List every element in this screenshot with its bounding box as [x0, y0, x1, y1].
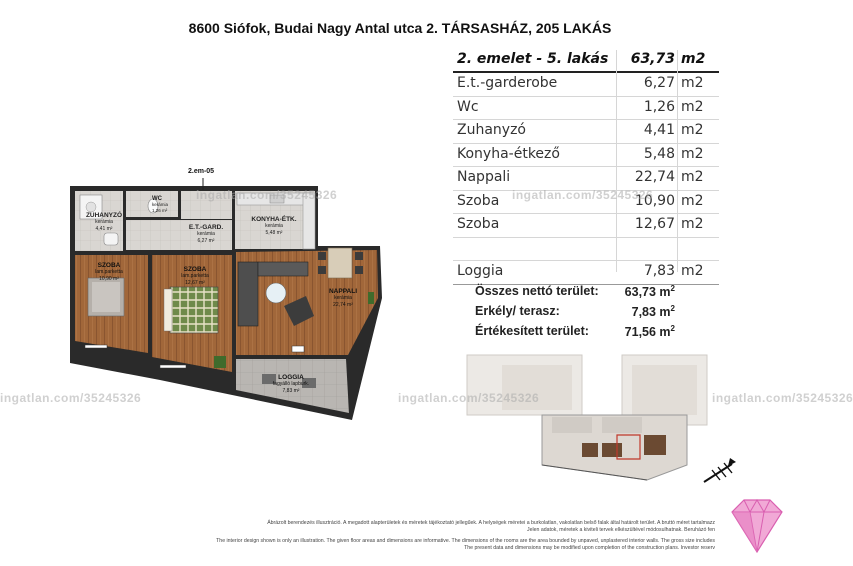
summary-value: 7,83 m	[631, 305, 671, 320]
room-unit: m2	[681, 263, 704, 279]
summary-unit-sup: 2	[670, 304, 675, 313]
room-unit: m2	[681, 122, 704, 138]
zuhanyzo-area: 4,41 m²	[95, 226, 113, 232]
loggia-label: LOGGIA	[278, 374, 304, 381]
watermark: ingatlan.com/35245326	[196, 188, 338, 202]
disclaimer-hu-line-2: Jelen adatok, méretek a kiviteli tervek elkészültével módosulhatnak. Beruházó fen	[526, 527, 715, 533]
room-name: Szoba	[457, 192, 500, 209]
table-row	[453, 73, 719, 97]
unit-tag: 2.em-05	[188, 168, 215, 175]
loggia-floor-type: fagyálló lapburk.	[272, 381, 310, 387]
konyha-area: 5,48 m²	[265, 230, 283, 236]
room-name: E.t.-garderobe	[457, 75, 558, 91]
watermark: ingatlan.com/35245326	[712, 391, 853, 405]
table-header-row	[453, 50, 719, 73]
table-row	[453, 214, 719, 238]
room-unit: m2	[681, 98, 704, 115]
summary-label: Erkély/ terasz:	[475, 304, 560, 318]
summary-value: 63,73 m	[624, 285, 671, 300]
disclaimer-en	[168, 538, 715, 552]
disclaimer-hu	[170, 520, 715, 534]
watermark: ingatlan.com/35245326	[0, 391, 142, 405]
summary-label: Összes nettó terület:	[475, 284, 599, 298]
table-header-name: 2. emelet - 5. lakás	[457, 51, 609, 67]
room-unit: m2	[681, 216, 704, 232]
room-area: 12,67	[634, 216, 675, 232]
watermark: ingatlan.com/35245326	[398, 391, 540, 405]
room-unit: m2	[681, 145, 704, 162]
szoba2-floor-type: lam.parketta	[181, 273, 209, 279]
room-name: Nappali	[457, 169, 511, 185]
table-row-empty	[453, 238, 719, 262]
room-area: 6,27	[643, 75, 675, 91]
disclaimer-hu-line-1: Ábrázolt berendezés illusztráció. A megadott alapterületek és méretek tájékoztató jellegűek. A helységek méretei a burkolatlan, vakolatlan belső falak által határolt terület. A bruttó méret tartalmazz	[267, 520, 715, 526]
szoba1-floor-type: lam.parketta	[95, 269, 123, 275]
room-name: Wc	[457, 98, 479, 115]
room-area: 22,74	[634, 169, 675, 185]
table-row	[453, 97, 719, 121]
table-divider	[616, 50, 617, 272]
table-row	[453, 261, 719, 285]
zuhanyzo-floor-type: kerámia	[95, 219, 113, 225]
etgard-floor-type: kerámia	[197, 231, 215, 237]
table-divider	[677, 50, 678, 272]
konyha-floor-type: kerámia	[265, 223, 283, 229]
zuhanyzo-label: ZUHANYZÓ	[85, 212, 123, 219]
room-unit: m2	[681, 169, 704, 185]
konyha-label: KONYHA-ÉTK.	[251, 216, 297, 223]
summary-unit-sup: 2	[670, 284, 675, 293]
area-table	[453, 50, 719, 285]
szoba2-label: SZOBA	[183, 266, 207, 273]
room-area: 7,83	[643, 263, 675, 279]
room-unit: m2	[681, 75, 704, 91]
summary-unit-sup: 2	[670, 324, 675, 333]
site-plan	[462, 355, 722, 495]
table-row	[453, 144, 719, 168]
compass-icon	[700, 452, 740, 492]
wc-area: 1,26 m²	[152, 208, 168, 213]
summary-value: 71,56 m	[624, 325, 671, 340]
table-header-value: 63,73	[630, 51, 675, 67]
nappali-area: 22,74 m²	[333, 302, 353, 308]
page-title: 8600 Siófok, Budai Nagy Antal utca 2. TÁRSASHÁZ, 205 LAKÁS	[188, 20, 612, 36]
room-area: 5,48	[643, 145, 675, 162]
wc-floor-type: kerámia	[152, 202, 169, 207]
nappali-label: NAPPALI	[328, 288, 358, 295]
room-name: Zuhanyzó	[457, 122, 526, 138]
disclaimer-en-line-2: The present data and dimensions may be modified upon completion of the construction plans. Investor reserv	[464, 545, 715, 551]
loggia-area: 7,83 m²	[282, 388, 300, 394]
etgard-area: 6,27 m²	[197, 238, 215, 244]
szoba2-area: 12,67 m²	[185, 280, 205, 286]
room-name: Konyha-étkező	[457, 145, 560, 162]
room-unit: m2	[681, 192, 704, 209]
table-row	[453, 167, 719, 191]
room-name: Szoba	[457, 216, 500, 232]
room-area: 4,41	[643, 122, 675, 138]
szoba1-area: 10,90 m²	[99, 276, 119, 282]
table-header-unit: m2	[681, 51, 706, 67]
wc-label: WC	[152, 196, 162, 202]
summary-label: Értékesített terület:	[475, 324, 589, 338]
diamond-logo-icon	[722, 496, 792, 556]
etgard-label: E.T.-GARD.	[188, 224, 224, 231]
room-area: 1,26	[643, 98, 675, 115]
szoba1-label: SZOBA	[97, 262, 121, 269]
room-area: 10,90	[634, 192, 675, 209]
table-row	[453, 120, 719, 144]
watermark: ingatlan.com/35245326	[512, 188, 654, 202]
room-name: Loggia	[457, 263, 504, 279]
disclaimer-en-line-1: The interior design shown is only an illustration. The given floor areas and dimensions are informative. The dimensions of the rooms are the area bounded by unpaved, unplastered interior walls. The gross size includes	[216, 538, 715, 544]
nappali-floor-type: kerámia	[334, 295, 352, 301]
